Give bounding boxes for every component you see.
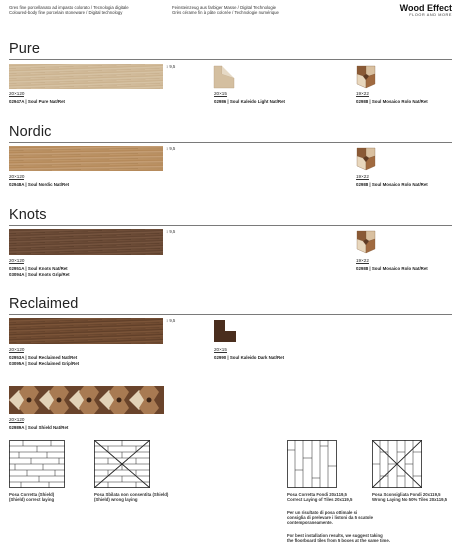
kaleido-light-tile — [212, 64, 236, 90]
mosaico-rolo-tile-pure — [354, 64, 378, 90]
dim-shield: 20×120 — [9, 417, 25, 422]
dim-pure-plank: 20×120 — [9, 91, 25, 96]
section-title-pure: Pure — [9, 41, 41, 57]
thickness-pure: ↕ 9,5 — [166, 64, 176, 69]
dim-knots-mosaic: 19×22 — [356, 258, 369, 263]
code-nordic-mosaic: 02988 | Soul Mosaico Rolo Nat/Ret — [356, 182, 428, 187]
header-description-de-fr — [172, 5, 279, 15]
diagram-fondi-wrong — [372, 440, 422, 488]
section-rule-knots — [9, 225, 452, 226]
label-fondi-wrong: Posa Sconsigliata Fondi 20x119,5 Wrong Laying No 50% Tiles 20x119,5 — [372, 492, 448, 502]
code-pure-mosaic: 02988 | Soul Mosaico Rolo Nat/Ret — [356, 99, 428, 104]
kaleido-dark-tile — [212, 318, 238, 344]
brand-block — [400, 3, 452, 17]
section-title-reclaimed: Reclaimed — [9, 296, 79, 312]
header-line-3: Feinsteinzeug aus farbiger Masse / Digital Technologie — [172, 5, 277, 10]
code-knots-plank-2: 03094A | Soul Knots Grip/Ret — [9, 272, 70, 277]
code-shield: 02989A | Soul Shield Nat/Ret — [9, 425, 69, 430]
thickness-reclaimed: ↕ 9,5 — [166, 318, 176, 323]
mosaico-rolo-tile-knots — [354, 229, 378, 255]
code-reclaimed-plank-2: 03095A | Soul Reclaimed Grip/Ret — [9, 361, 80, 366]
dim-nordic-plank: 20×120 — [9, 174, 25, 179]
dim-pure-kaleido: 20×15 — [214, 91, 227, 96]
diagram-fondi-correct — [287, 440, 337, 488]
section-rule-nordic — [9, 142, 452, 143]
header-description-it-en — [9, 5, 129, 15]
code-knots-mosaic: 02988 | Soul Mosaico Rolo Nat/Ret — [356, 266, 428, 271]
dim-knots-plank: 20×120 — [9, 258, 25, 263]
label-shield-correct: Posa Corretta (Shield) (Shield) correct laying — [9, 492, 55, 502]
code-pure-plank: 02947A | Soul Pure Nat/Ret — [9, 99, 65, 104]
plank-swatch-pure — [9, 64, 163, 89]
dim-reclaimed-kaleido: 20×15 — [214, 347, 227, 352]
header-line-1: Gres fine porcellanato ad impasto colorato / Tecnologia digitale — [9, 5, 129, 10]
header-line-4: Grès cérame fin à pâte colorée / Technologie numérique — [172, 10, 279, 15]
diagram-shield-wrong — [94, 440, 150, 488]
note-italian: Per un risultato di posa ottimale si consiglia di prelevare i listoni da 5 scatole contemporaneamente. — [287, 510, 373, 525]
diagram-shield-correct — [9, 440, 65, 488]
shield-pattern-tile — [9, 386, 164, 414]
brand-title: Wood Effect — [399, 3, 452, 13]
section-rule-reclaimed — [9, 314, 452, 315]
plank-swatch-knots — [9, 229, 163, 255]
section-title-knots: Knots — [9, 207, 47, 223]
code-reclaimed-plank-1: 02953A | Soul Reclaimed Nat/Ret — [9, 355, 78, 360]
mosaico-rolo-tile-nordic — [354, 146, 378, 172]
dim-pure-mosaic: 19×22 — [356, 91, 369, 96]
code-reclaimed-kaleido: 02990 | Soul Kaleido Dark Nat/Ret — [214, 355, 285, 360]
note-english: For best installation results, we suggest taking the floorboard tiles from 5 boxes at the same time. — [287, 533, 390, 543]
section-title-nordic: Nordic — [9, 124, 52, 140]
plank-swatch-nordic — [9, 146, 163, 171]
code-knots-plank-1: 02951A | Soul Knots Nat/Ret — [9, 266, 68, 271]
plank-swatch-reclaimed — [9, 318, 163, 344]
label-shield-wrong: Posa Sbilata non consentita (Shield) (Shield) wrong laying — [94, 492, 169, 502]
code-pure-kaleido: 02986 | Soul Kaleido Light Nat/Ret — [214, 99, 286, 104]
dim-reclaimed-plank: 20×120 — [9, 347, 25, 352]
code-nordic-plank: 02948A | Soul Nordic Nat/Ret — [9, 182, 70, 187]
section-rule-pure — [9, 59, 452, 60]
brand-subtitle: FLOOR AND MORE — [409, 13, 452, 17]
label-fondi-correct: Posa Corretta Fondi 20x119,5 Correct Laying of Tiles 20x119,5 — [287, 492, 353, 502]
header-line-2: Coloured-body fine porcelain stoneware / Digital technology — [9, 10, 123, 15]
thickness-nordic: ↕ 9,5 — [166, 146, 176, 151]
thickness-knots: ↕ 9,5 — [166, 229, 176, 234]
dim-nordic-mosaic: 19×22 — [356, 174, 369, 179]
